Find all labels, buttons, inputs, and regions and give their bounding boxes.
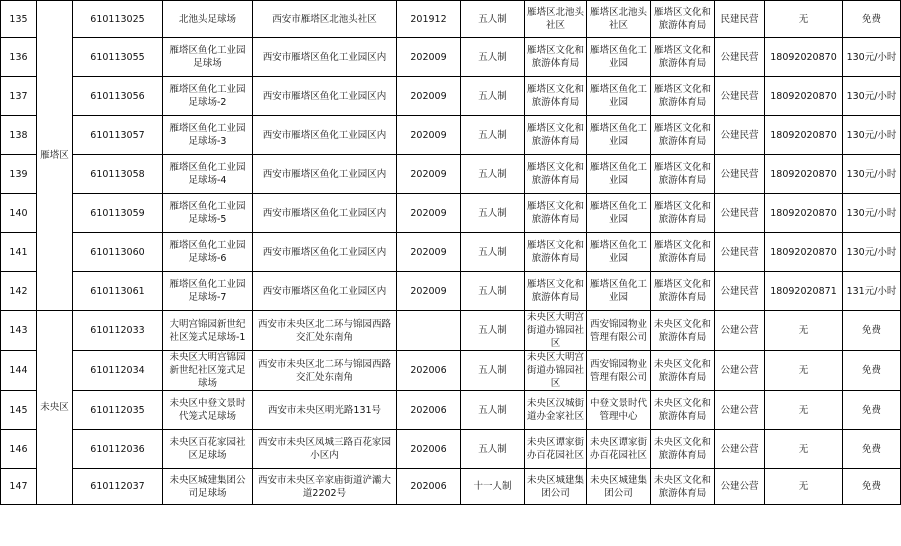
- phone-cell: 无: [765, 391, 843, 430]
- operator-cell: 西安锦园物业管理有限公司: [587, 351, 651, 391]
- address-cell: 西安市雁塔区鱼化工业园区内: [253, 116, 397, 155]
- table-row: [1, 77, 901, 116]
- phone-cell: 无: [765, 351, 843, 391]
- owner-cell: 雁塔区文化和旅游体育局: [525, 38, 587, 77]
- manager-cell: 雁塔区文化和旅游体育局: [651, 194, 715, 233]
- phone-cell: 18092020870: [765, 38, 843, 77]
- field-code-cell: 610112033: [73, 311, 163, 351]
- operator-cell: 雁塔区鱼化工业园: [587, 77, 651, 116]
- table-row: [1, 272, 901, 311]
- row-number-cell: 137: [1, 77, 37, 116]
- manager-cell: 未央区文化和旅游体育局: [651, 311, 715, 351]
- field-name-cell: 雁塔区鱼化工业园足球场-3: [163, 116, 253, 155]
- operator-cell: 西安锦园物业管理有限公司: [587, 311, 651, 351]
- year-cell: 202009: [397, 38, 461, 77]
- row-number-cell: 139: [1, 155, 37, 194]
- address-cell: 西安市雁塔区鱼化工业园区内: [253, 38, 397, 77]
- operator-cell: 未央区城建集团公司: [587, 469, 651, 505]
- phone-cell: 18092020870: [765, 194, 843, 233]
- operation-mode-cell: 公建民营: [715, 155, 765, 194]
- table-row: [1, 116, 901, 155]
- operation-mode-cell: 公建公营: [715, 430, 765, 469]
- address-cell: 西安市未央区北二环与锦园西路交汇处东南角: [253, 351, 397, 391]
- operator-cell: 雁塔区鱼化工业园: [587, 194, 651, 233]
- fee-cell: 免费: [843, 430, 901, 469]
- year-cell: [397, 311, 461, 351]
- owner-cell: 雁塔区文化和旅游体育局: [525, 77, 587, 116]
- table-row: [1, 430, 901, 469]
- field-name-cell: 雁塔区鱼化工业园足球场: [163, 38, 253, 77]
- table-row: [1, 38, 901, 77]
- operator-cell: 雁塔区鱼化工业园: [587, 38, 651, 77]
- operation-mode-cell: 公建公营: [715, 351, 765, 391]
- phone-cell: 18092020871: [765, 272, 843, 311]
- field-name-cell: 北池头足球场: [163, 1, 253, 38]
- row-number-cell: 143: [1, 311, 37, 351]
- fee-cell: 免费: [843, 311, 901, 351]
- fee-cell: 130元/小时: [843, 194, 901, 233]
- fee-cell: 130元/小时: [843, 155, 901, 194]
- owner-cell: 雁塔区文化和旅游体育局: [525, 116, 587, 155]
- fee-cell: 免费: [843, 469, 901, 505]
- address-cell: 西安市未央区凤城三路百花家园小区内: [253, 430, 397, 469]
- field-type-cell: 五人制: [461, 272, 525, 311]
- phone-cell: 无: [765, 430, 843, 469]
- field-type-cell: 五人制: [461, 311, 525, 351]
- fee-cell: 130元/小时: [843, 116, 901, 155]
- field-code-cell: 610113055: [73, 38, 163, 77]
- table-row: [1, 351, 901, 391]
- phone-cell: 18092020870: [765, 77, 843, 116]
- operation-mode-cell: 公建公营: [715, 469, 765, 505]
- field-name-cell: 雁塔区鱼化工业园足球场-2: [163, 77, 253, 116]
- district-cell: 雁塔区: [37, 1, 73, 311]
- address-cell: 西安市未央区北二环与锦园西路交汇处东南角: [253, 311, 397, 351]
- year-cell: 202009: [397, 155, 461, 194]
- row-number-cell: 140: [1, 194, 37, 233]
- fee-cell: 免费: [843, 351, 901, 391]
- field-type-cell: 五人制: [461, 391, 525, 430]
- operation-mode-cell: 公建民营: [715, 116, 765, 155]
- address-cell: 西安市雁塔区鱼化工业园区内: [253, 233, 397, 272]
- year-cell: 202009: [397, 116, 461, 155]
- phone-cell: 无: [765, 1, 843, 38]
- field-name-cell: 大明宫锦园新世纪社区笼式足球场-1: [163, 311, 253, 351]
- address-cell: 西安市雁塔区鱼化工业园区内: [253, 77, 397, 116]
- owner-cell: 雁塔区文化和旅游体育局: [525, 272, 587, 311]
- table-row: [1, 469, 901, 505]
- table-row: [1, 391, 901, 430]
- field-type-cell: 五人制: [461, 351, 525, 391]
- owner-cell: 雁塔区文化和旅游体育局: [525, 155, 587, 194]
- table-row: [1, 233, 901, 272]
- year-cell: 202006: [397, 430, 461, 469]
- field-type-cell: 五人制: [461, 116, 525, 155]
- field-name-cell: 雁塔区鱼化工业园足球场-4: [163, 155, 253, 194]
- field-code-cell: 610113057: [73, 116, 163, 155]
- operator-cell: 未央区谭家街办百花园社区: [587, 430, 651, 469]
- field-name-cell: 雁塔区鱼化工业园足球场-7: [163, 272, 253, 311]
- operator-cell: 雁塔区鱼化工业园: [587, 155, 651, 194]
- row-number-cell: 135: [1, 1, 37, 38]
- address-cell: 西安市未央区辛家庙街道浐灞大道2202号: [253, 469, 397, 505]
- address-cell: 西安市雁塔区鱼化工业园区内: [253, 194, 397, 233]
- phone-cell: 18092020870: [765, 233, 843, 272]
- manager-cell: 雁塔区文化和旅游体育局: [651, 272, 715, 311]
- field-code-cell: 610113060: [73, 233, 163, 272]
- field-code-cell: 610112036: [73, 430, 163, 469]
- row-number-cell: 138: [1, 116, 37, 155]
- operation-mode-cell: 公建民营: [715, 272, 765, 311]
- year-cell: 202009: [397, 233, 461, 272]
- fee-cell: 130元/小时: [843, 38, 901, 77]
- table-body: [1, 1, 901, 505]
- address-cell: 西安市雁塔区鱼化工业园区内: [253, 272, 397, 311]
- year-cell: 202009: [397, 272, 461, 311]
- operator-cell: 雁塔区鱼化工业园: [587, 272, 651, 311]
- field-type-cell: 五人制: [461, 77, 525, 116]
- row-number-cell: 144: [1, 351, 37, 391]
- table-row: [1, 1, 901, 38]
- owner-cell: 未央区大明宫街道办锦园社区: [525, 351, 587, 391]
- fee-cell: 131元/小时: [843, 272, 901, 311]
- owner-cell: 未央区谭家街办百花园社区: [525, 430, 587, 469]
- fee-cell: 免费: [843, 1, 901, 38]
- address-cell: 西安市雁塔区北池头社区: [253, 1, 397, 38]
- field-type-cell: 五人制: [461, 430, 525, 469]
- owner-cell: 雁塔区文化和旅游体育局: [525, 194, 587, 233]
- phone-cell: 18092020870: [765, 116, 843, 155]
- table-row: [1, 155, 901, 194]
- manager-cell: 未央区文化和旅游体育局: [651, 430, 715, 469]
- year-cell: 201912: [397, 1, 461, 38]
- fee-cell: 免费: [843, 391, 901, 430]
- operator-cell: 中登文景时代管理中心: [587, 391, 651, 430]
- fee-cell: 130元/小时: [843, 77, 901, 116]
- address-cell: 西安市未央区明光路131号: [253, 391, 397, 430]
- operation-mode-cell: 公建民营: [715, 38, 765, 77]
- owner-cell: 雁塔区北池头社区: [525, 1, 587, 38]
- manager-cell: 雁塔区文化和旅游体育局: [651, 155, 715, 194]
- manager-cell: 未央区文化和旅游体育局: [651, 391, 715, 430]
- owner-cell: 未央区城建集团公司: [525, 469, 587, 505]
- field-code-cell: 610113059: [73, 194, 163, 233]
- year-cell: 202006: [397, 391, 461, 430]
- field-name-cell: 雁塔区鱼化工业园足球场-5: [163, 194, 253, 233]
- field-name-cell: 未央区大明宫锦园新世纪社区笼式足球场: [163, 351, 253, 391]
- row-number-cell: 141: [1, 233, 37, 272]
- field-type-cell: 十一人制: [461, 469, 525, 505]
- year-cell: 202009: [397, 194, 461, 233]
- manager-cell: 雁塔区文化和旅游体育局: [651, 116, 715, 155]
- manager-cell: 未央区文化和旅游体育局: [651, 351, 715, 391]
- field-code-cell: 610113061: [73, 272, 163, 311]
- operation-mode-cell: 公建公营: [715, 311, 765, 351]
- owner-cell: 雁塔区文化和旅游体育局: [525, 233, 587, 272]
- manager-cell: 雁塔区文化和旅游体育局: [651, 233, 715, 272]
- manager-cell: 未央区文化和旅游体育局: [651, 469, 715, 505]
- phone-cell: 无: [765, 469, 843, 505]
- field-type-cell: 五人制: [461, 1, 525, 38]
- owner-cell: 未央区大明宫街道办锦园社区: [525, 311, 587, 351]
- field-type-cell: 五人制: [461, 155, 525, 194]
- field-name-cell: 雁塔区鱼化工业园足球场-6: [163, 233, 253, 272]
- field-code-cell: 610113056: [73, 77, 163, 116]
- row-number-cell: 136: [1, 38, 37, 77]
- year-cell: 202009: [397, 77, 461, 116]
- operation-mode-cell: 公建民营: [715, 77, 765, 116]
- fee-cell: 130元/小时: [843, 233, 901, 272]
- owner-cell: 未央区汉城街道办金家社区: [525, 391, 587, 430]
- row-number-cell: 146: [1, 430, 37, 469]
- field-type-cell: 五人制: [461, 194, 525, 233]
- phone-cell: 18092020870: [765, 155, 843, 194]
- manager-cell: 雁塔区文化和旅游体育局: [651, 77, 715, 116]
- table-row: [1, 311, 901, 351]
- field-type-cell: 五人制: [461, 233, 525, 272]
- field-name-cell: 未央区百花家园社区足球场: [163, 430, 253, 469]
- operation-mode-cell: 公建民营: [715, 194, 765, 233]
- manager-cell: 雁塔区文化和旅游体育局: [651, 38, 715, 77]
- year-cell: 202006: [397, 469, 461, 505]
- table-row: [1, 194, 901, 233]
- row-number-cell: 145: [1, 391, 37, 430]
- row-number-cell: 147: [1, 469, 37, 505]
- operation-mode-cell: 民建民营: [715, 1, 765, 38]
- field-code-cell: 610112034: [73, 351, 163, 391]
- operator-cell: 雁塔区鱼化工业园: [587, 233, 651, 272]
- field-type-cell: 五人制: [461, 38, 525, 77]
- field-name-cell: 未央区中登文景时代笼式足球场: [163, 391, 253, 430]
- phone-cell: 无: [765, 311, 843, 351]
- year-cell: 202006: [397, 351, 461, 391]
- operator-cell: 雁塔区北池头社区: [587, 1, 651, 38]
- field-code-cell: 610112037: [73, 469, 163, 505]
- address-cell: 西安市雁塔区鱼化工业园区内: [253, 155, 397, 194]
- manager-cell: 雁塔区文化和旅游体育局: [651, 1, 715, 38]
- district-cell: 未央区: [37, 311, 73, 505]
- row-number-cell: 142: [1, 272, 37, 311]
- operation-mode-cell: 公建民营: [715, 233, 765, 272]
- field-code-cell: 610113025: [73, 1, 163, 38]
- field-code-cell: 610113058: [73, 155, 163, 194]
- field-code-cell: 610112035: [73, 391, 163, 430]
- operation-mode-cell: 公建公营: [715, 391, 765, 430]
- operator-cell: 雁塔区鱼化工业园: [587, 116, 651, 155]
- field-name-cell: 未央区城建集团公司足球场: [163, 469, 253, 505]
